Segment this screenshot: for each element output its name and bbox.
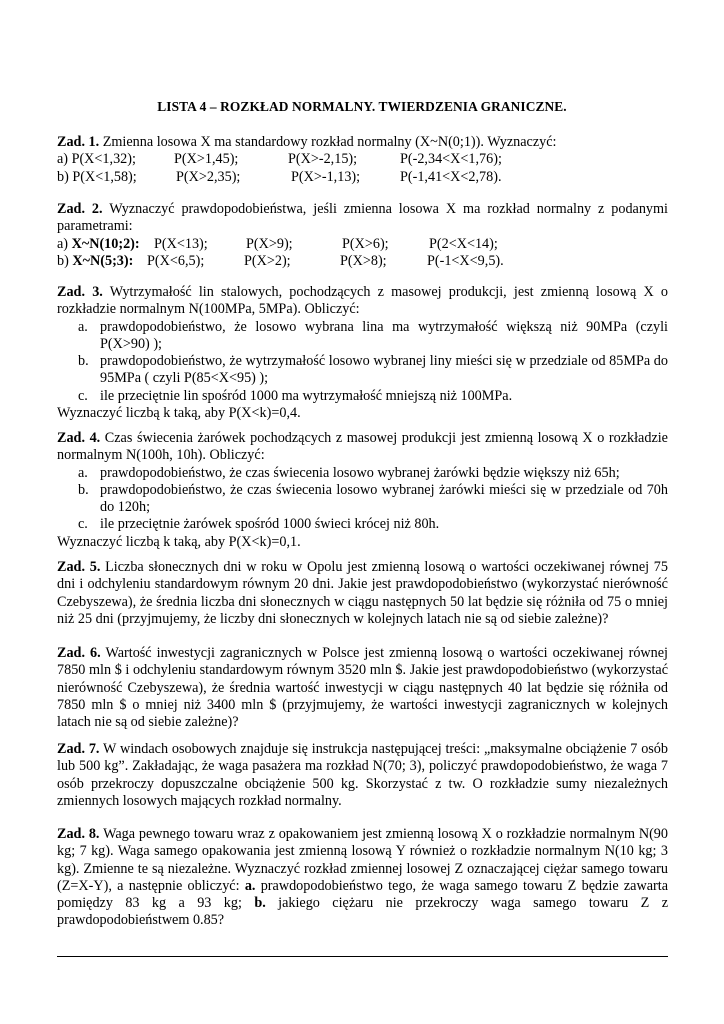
exercise-3-label: Zad. 3.: [57, 284, 103, 300]
list-marker: c.: [78, 387, 88, 404]
exercise-4-final: Wyznaczyć liczbą k taką, aby P(X<k)=0,1.: [57, 533, 301, 550]
exercise-2: [57, 201, 668, 270]
probability-item: P(X>8);: [340, 252, 387, 269]
exercise-8-text: Waga pewnego towaru wraz z opakowaniem jest zmienną losową X o rozkładzie normalnym N(90 kg; 7 kg). Waga samego opakowania jest zmienną losową Y również o rozkładzie normalnym N(10 kg; 3 kg). Zmienne te są niezależne. Wyznaczyć rozkład zmiennej losowej Z oznaczającej ciężar samego towaru (Z=X-Y), a następnie obliczyć:: [57, 826, 668, 894]
probability-item: P(-1,41<X<2,78).: [400, 168, 502, 185]
list-item: [57, 353, 668, 388]
exercise-8-marker-a: a.: [244, 877, 256, 894]
list-item-text: prawdopodobieństwo, że czas świecenia losowo wybranej żarówki będzie większy niż 65h;: [100, 464, 620, 481]
exercise-4: [57, 430, 668, 551]
exercise-4-label: Zad. 4.: [57, 430, 101, 446]
row-prefix: a): [57, 235, 72, 252]
exercise-1-row-b: [57, 169, 668, 186]
exercise-2-text: Wyznaczyć prawdopodobieństwa, jeśli zmienna losowa X ma rozkład normalny z podanymi parametrami:: [57, 201, 668, 235]
distribution-name: X~N(5;3):: [72, 252, 134, 269]
exercise-3-final: Wyznaczyć liczbą k taką, aby P(X<k)=0,4.: [57, 405, 301, 422]
exercise-1-label: Zad. 1.: [57, 134, 100, 150]
list-marker: b.: [78, 481, 89, 498]
exercise-6: [57, 645, 668, 731]
exercise-2-intro: [57, 201, 668, 236]
list-marker: b.: [78, 353, 89, 370]
list-item: [57, 482, 668, 517]
exercise-1-intro: [57, 134, 668, 151]
probability-item: P(X<6,5);: [147, 252, 205, 269]
exercise-2-label: Zad. 2.: [57, 201, 103, 217]
list-item: [57, 465, 668, 482]
list-marker: c.: [78, 516, 88, 533]
exercise-4-intro: [57, 430, 668, 465]
exercise-3-list: [57, 319, 668, 405]
exercise-3-intro: [57, 284, 668, 319]
exercise-1-text: Zmienna losowa X ma standardowy rozkład normalny (X~N(0;1)). Wyznaczyć:: [99, 134, 557, 150]
list-marker: a.: [78, 318, 88, 335]
exercise-2-row-b: [57, 253, 668, 270]
probability-item: P(X>9);: [246, 235, 293, 252]
probability-item: P(X>6);: [342, 235, 389, 252]
probability-item: a) P(X<1,32);: [57, 151, 136, 168]
list-item-text: prawdopodobieństwo, że czas świecenia losowo wybranej żarówki mieści się w przedziale od 70h do 120h;: [100, 481, 668, 516]
list-marker: a.: [78, 464, 88, 481]
exercise-5-text: Liczba słonecznych dni w roku w Opolu jest zmienną losową o wartości oczekiwanej równej 75 dni i odchyleniu standardowym równym 20 dni. Jakie jest prawdopodobieństwo (wykorzystać nierówność Czebyszewa), że średnia liczba dni słonecznych w ciągu następnych 50 lat będzie się różniła od 75 o mniej niż 25 dni (przyjmujemy, że liczby dni słonecznych w kolejnych latach nie są od siebie zależne)?: [57, 559, 668, 627]
exercise-2-row-a: [57, 236, 668, 253]
exercise-8-label: Zad. 8.: [57, 826, 100, 842]
probability-item: P(-2,34<X<1,76);: [400, 151, 502, 168]
exercise-1-row-a: [57, 151, 668, 168]
list-item-text: ile przeciętnie lin spośród 1000 ma wytrzymałość mniejszą niż 100MPa.: [100, 387, 513, 404]
list-item-text: ile przeciętnie żarówek spośród 1000 świeci krócej niż 80h.: [100, 516, 440, 533]
exercise-7-label: Zad. 7.: [57, 741, 100, 757]
exercise-7-text: W windach osobowych znajduje się instrukcja następującej treści: „maksymalne obciążenie 7 osób lub 500 kg”. Zakładając, że waga pasażera ma rozkład N(70; 3), policzyć prawdopodobieństwo, że waga 7 osób przekroczy dopuszczalne obciążenie 500 kg. Skorzystać z tw. O rozkładzie sumy niezależnych zmiennych losowych mających rozkład normalny.: [57, 741, 668, 809]
exercise-8-marker-b: b.: [254, 895, 266, 912]
distribution-label: [57, 236, 140, 253]
exercise-6-text: Wartość inwestycji zagranicznych w Polsce jest zmienną losową o wartości oczekiwanej równej 7850 mln $ i odchyleniu standardowym równym 3520 mln $. Jakie jest prawdopodobieństwo (wykorzystać nierówność Czebyszewa), że średnia wartość inwestycji w ciągu następnych 40 lat będzie się różniła od 7850 mln $ o mniej niż 3400 mln $ (przyjmujemy, że wartości inwestycji zagranicznych w kolejnych latach nie są od siebie zależne)?: [57, 645, 668, 731]
list-item: [57, 516, 668, 533]
exercise-3: [57, 284, 668, 422]
list-item-text: prawdopodobieństwo, że losowo wybrana lina ma wytrzymałość większą niż 90MPa (czyli P(X>90) );: [100, 318, 668, 352]
probability-item: b) P(X<1,58);: [57, 168, 137, 185]
exercise-6-label: Zad. 6.: [57, 645, 101, 661]
list-item: [57, 319, 668, 354]
probability-item: P(-1<X<9,5).: [427, 252, 504, 269]
exercise-8-text-a: prawdopodobieństwo tego, że waga samego towaru Z będzie zawarta pomiędzy 83 kg a 93 kg;: [57, 877, 668, 912]
page-title: LISTA 4 – ROZKŁAD NORMALNY. TWIERDZENIA GRANICZNE.: [157, 99, 567, 114]
probability-item: P(X>2,35);: [176, 168, 241, 185]
exercise-3-text: Wytrzymałość lin stalowych, pochodzących z masowej produkcji, jest zmienną losową X o rozkładzie normalnym N(100MPa, 5MPa). Obliczyć:: [57, 284, 668, 318]
list-item: [57, 388, 668, 405]
distribution-label: [57, 253, 133, 270]
exercise-1: [57, 134, 668, 186]
list-item-text: prawdopodobieństwo, że wytrzymałość losowo wybranej liny mieści się w przedziale od 85MPa do 95MPa ( czyli P(85<X<95) );: [100, 353, 668, 387]
exercise-8-text-b: jakiego ciężaru nie przekroczy waga samego towaru Z z prawdopodobieństwem 0.85?: [57, 895, 668, 929]
probability-item: P(X>-1,13);: [291, 168, 361, 185]
probability-item: P(X<13);: [154, 235, 208, 252]
probability-item: P(2<X<14);: [429, 235, 498, 252]
distribution-name: X~N(10;2):: [71, 235, 140, 252]
exercise-8: [57, 826, 668, 930]
row-prefix: b): [57, 252, 73, 269]
bottom-rule: [57, 956, 668, 957]
exercise-5-label: Zad. 5.: [57, 559, 101, 575]
exercise-4-list: [57, 465, 668, 534]
exercise-7: [57, 741, 668, 810]
probability-item: P(X>2);: [244, 252, 291, 269]
exercise-5: [57, 559, 668, 628]
exercise-4-text: Czas świecenia żarówek pochodzących z masowej produkcji jest zmienną losową X o rozkładzie normalnym N(100h, 10h). Obliczyć:: [57, 430, 668, 464]
probability-item: P(X>-2,15);: [288, 151, 358, 168]
probability-item: P(X>1,45);: [174, 151, 239, 168]
